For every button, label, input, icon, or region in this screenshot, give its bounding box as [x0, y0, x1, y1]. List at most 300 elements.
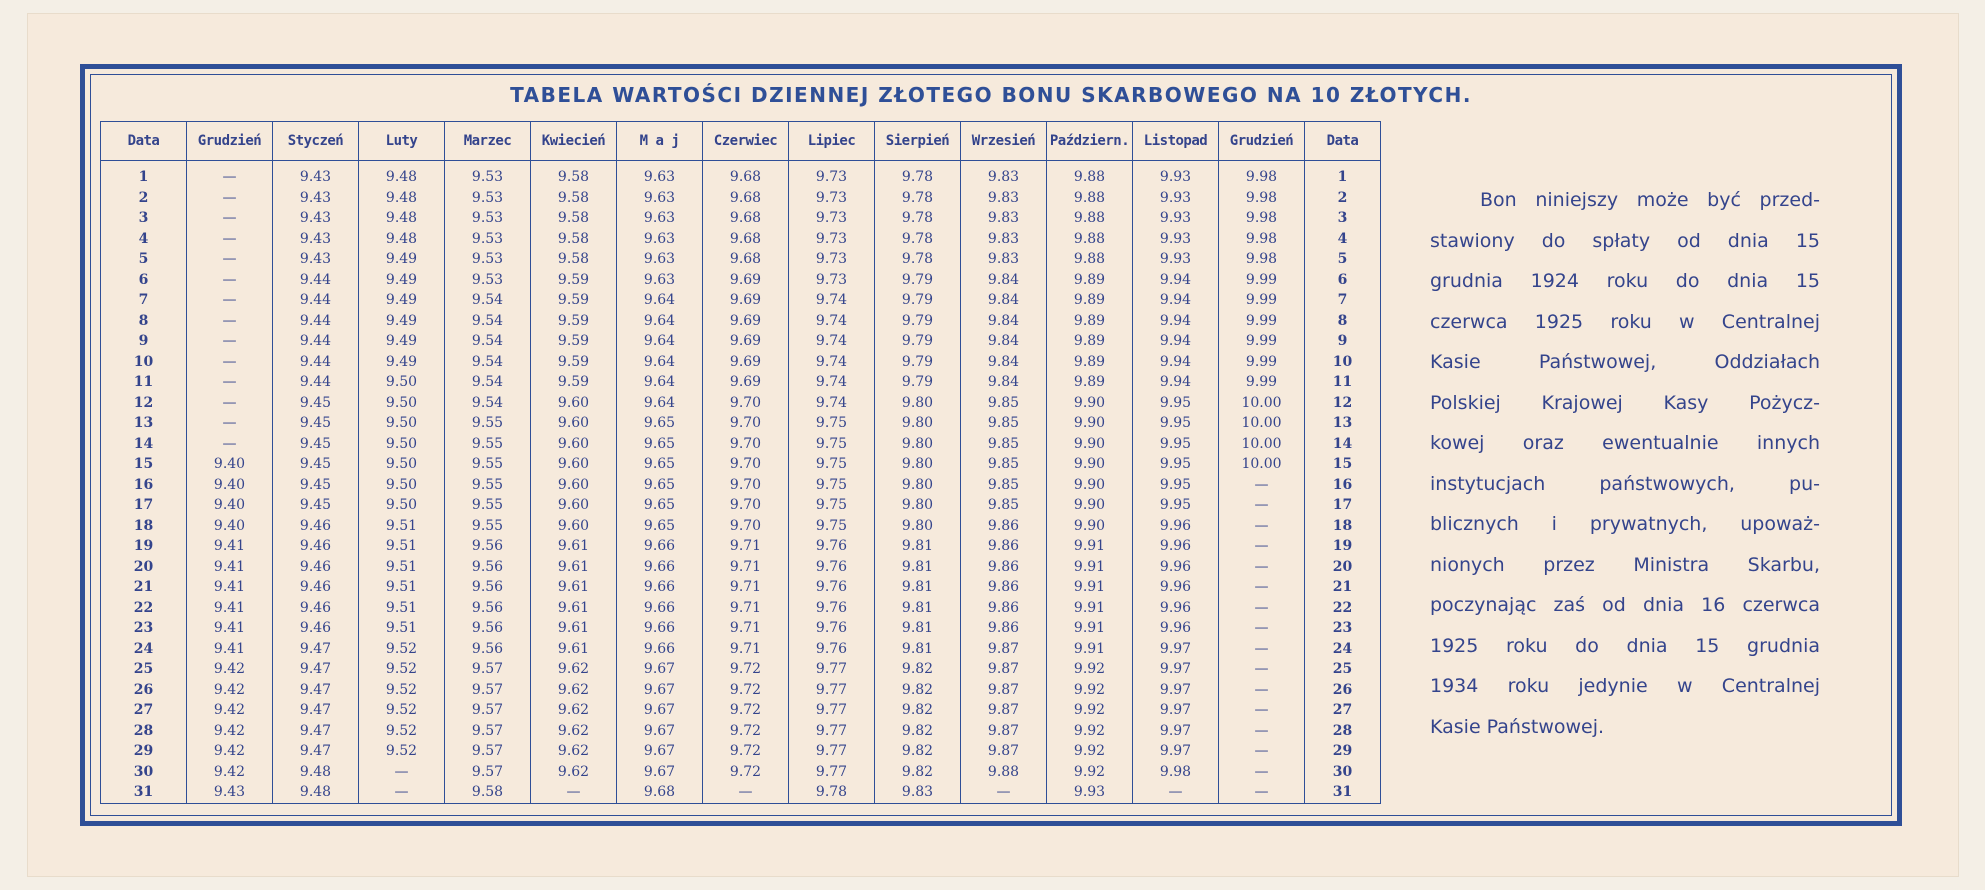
value-cell: 9.68 [617, 782, 703, 803]
day-cell: 13 [101, 413, 187, 434]
value-cell: 9.82 [875, 700, 961, 721]
value-cell: 9.50 [359, 393, 445, 414]
value-cell: 9.84 [961, 331, 1047, 352]
value-cell: 9.43 [273, 249, 359, 270]
value-cell: 9.59 [531, 270, 617, 291]
table-row [101, 270, 1381, 291]
value-cell: 9.90 [1047, 413, 1133, 434]
value-table [100, 121, 1381, 804]
day-cell: 17 [101, 495, 187, 516]
notice-line: czerwca 1925 roku w Centralnej [1430, 310, 1820, 333]
value-cell: 9.73 [789, 161, 875, 188]
value-cell: 9.54 [445, 352, 531, 373]
value-cell: 9.46 [273, 516, 359, 537]
value-cell: 9.74 [789, 393, 875, 414]
value-cell: 9.54 [445, 331, 531, 352]
value-cell: 9.45 [273, 454, 359, 475]
value-cell: 9.75 [789, 475, 875, 496]
value-cell: 9.43 [273, 161, 359, 188]
value-cell: 9.76 [789, 577, 875, 598]
value-cell: 9.73 [789, 188, 875, 209]
value-cell: 9.45 [273, 434, 359, 455]
value-cell: 9.41 [187, 598, 273, 619]
value-cell: 9.55 [445, 434, 531, 455]
value-cell: 9.89 [1047, 270, 1133, 291]
value-cell: 9.96 [1133, 618, 1219, 639]
value-cell: 9.87 [961, 639, 1047, 660]
day-cell: 25 [1305, 659, 1381, 680]
value-cell: 9.91 [1047, 536, 1133, 557]
value-cell: 9.46 [273, 536, 359, 557]
value-cell: 9.78 [789, 782, 875, 803]
day-cell: 26 [101, 680, 187, 701]
value-cell: 9.58 [531, 161, 617, 188]
value-cell: 9.87 [961, 659, 1047, 680]
column-header: Grudzień [1219, 122, 1305, 161]
value-cell: 9.89 [1047, 372, 1133, 393]
value-cell: — [187, 229, 273, 250]
notice-line: poczynając zaś od dnia 16 czerwca [1430, 594, 1820, 616]
day-cell: 21 [1305, 577, 1381, 598]
value-cell: 9.42 [187, 700, 273, 721]
value-cell: — [1219, 741, 1305, 762]
notice-line: grudnia 1924 roku do dnia 15 [1430, 270, 1820, 292]
value-cell: 9.88 [1047, 249, 1133, 270]
table-row [101, 700, 1381, 721]
value-cell: — [1219, 618, 1305, 639]
table-row [101, 161, 1381, 188]
day-cell: 29 [101, 741, 187, 762]
value-cell: 9.59 [531, 352, 617, 373]
value-cell: 9.44 [273, 372, 359, 393]
value-cell: 9.46 [273, 598, 359, 619]
value-cell: 9.98 [1219, 208, 1305, 229]
value-cell: 9.51 [359, 618, 445, 639]
value-cell: 9.72 [703, 659, 789, 680]
value-cell: 9.98 [1133, 762, 1219, 783]
column-header: Kwiecień [531, 122, 617, 161]
value-cell: 9.98 [1219, 161, 1305, 188]
value-cell: 9.46 [273, 577, 359, 598]
value-cell: 9.88 [1047, 161, 1133, 188]
notice-line: Polskiej Krajowej Kasy Pożycz- [1430, 391, 1820, 414]
day-cell: 28 [101, 721, 187, 742]
value-cell: 9.57 [445, 700, 531, 721]
value-cell: 9.61 [531, 639, 617, 660]
value-cell: 9.72 [703, 721, 789, 742]
value-cell: 9.99 [1219, 270, 1305, 291]
value-cell: 9.52 [359, 659, 445, 680]
day-cell: 19 [1305, 536, 1381, 557]
value-cell: 9.98 [1219, 229, 1305, 250]
value-cell: 9.45 [273, 393, 359, 414]
value-cell: 9.61 [531, 618, 617, 639]
value-cell: 9.91 [1047, 618, 1133, 639]
value-cell: 9.65 [617, 495, 703, 516]
value-cell: 10.00 [1219, 393, 1305, 414]
value-cell: — [359, 782, 445, 803]
value-cell: 9.90 [1047, 393, 1133, 414]
value-cell: 9.49 [359, 270, 445, 291]
day-cell: 5 [1305, 249, 1381, 270]
table-row [101, 782, 1381, 803]
value-cell: 9.51 [359, 598, 445, 619]
value-cell: 9.69 [703, 331, 789, 352]
value-cell: 9.79 [875, 352, 961, 373]
value-cell: 9.81 [875, 598, 961, 619]
table-row [101, 434, 1381, 455]
value-cell: 9.68 [703, 188, 789, 209]
value-cell: 9.41 [187, 536, 273, 557]
value-cell: 9.88 [961, 762, 1047, 783]
value-cell: 9.92 [1047, 721, 1133, 742]
value-cell: 9.91 [1047, 639, 1133, 660]
value-cell: 9.97 [1133, 680, 1219, 701]
column-header: Grudzień [187, 122, 273, 161]
value-cell: 9.82 [875, 741, 961, 762]
table-row [101, 516, 1381, 537]
notice-line: stawiony do spłaty od dnia 15 [1430, 229, 1820, 252]
value-cell: 9.87 [961, 700, 1047, 721]
value-cell: 9.73 [789, 208, 875, 229]
value-cell: 9.75 [789, 454, 875, 475]
value-cell: — [1219, 639, 1305, 660]
value-cell: 9.85 [961, 475, 1047, 496]
value-cell: 9.78 [875, 188, 961, 209]
value-cell: 9.60 [531, 434, 617, 455]
value-cell: 9.50 [359, 434, 445, 455]
value-cell: 9.56 [445, 557, 531, 578]
value-cell: 9.62 [531, 659, 617, 680]
value-cell: 9.50 [359, 495, 445, 516]
value-cell: 9.91 [1047, 557, 1133, 578]
value-cell: — [961, 782, 1047, 803]
value-cell: 9.80 [875, 454, 961, 475]
value-cell: 9.89 [1047, 331, 1133, 352]
value-cell: 9.93 [1047, 782, 1133, 803]
value-cell: 9.81 [875, 577, 961, 598]
value-cell: 9.84 [961, 372, 1047, 393]
value-cell: 9.65 [617, 434, 703, 455]
value-cell: 9.74 [789, 290, 875, 311]
value-cell: 9.57 [445, 741, 531, 762]
value-cell: 9.43 [273, 188, 359, 209]
value-cell: 9.88 [1047, 229, 1133, 250]
value-cell: — [1219, 782, 1305, 803]
day-cell: 11 [1305, 372, 1381, 393]
day-cell: 13 [1305, 413, 1381, 434]
table-row [101, 229, 1381, 250]
table-row [101, 208, 1381, 229]
value-cell: 9.74 [789, 331, 875, 352]
value-cell: 9.54 [445, 311, 531, 332]
value-cell: 9.69 [703, 270, 789, 291]
value-cell: 9.61 [531, 598, 617, 619]
value-cell: 9.93 [1133, 249, 1219, 270]
value-cell: 9.94 [1133, 352, 1219, 373]
value-cell: 9.61 [531, 557, 617, 578]
value-cell: 9.40 [187, 495, 273, 516]
value-cell: 9.95 [1133, 475, 1219, 496]
notice-line: Kasie Państwowej. [1430, 715, 1605, 738]
value-cell: 9.58 [531, 249, 617, 270]
value-cell: 9.56 [445, 618, 531, 639]
day-cell: 23 [1305, 618, 1381, 639]
value-cell: 9.89 [1047, 352, 1133, 373]
value-cell: 9.97 [1133, 721, 1219, 742]
value-cell: 9.79 [875, 311, 961, 332]
value-cell: 9.63 [617, 249, 703, 270]
value-cell: 9.94 [1133, 372, 1219, 393]
value-cell: 9.48 [273, 782, 359, 803]
value-cell: 9.64 [617, 311, 703, 332]
day-cell: 24 [1305, 639, 1381, 660]
value-cell: 9.42 [187, 721, 273, 742]
value-cell: 9.48 [359, 188, 445, 209]
table-header-row [101, 122, 1381, 161]
value-cell: 9.60 [531, 454, 617, 475]
value-cell: 9.62 [531, 741, 617, 762]
day-cell: 1 [101, 161, 187, 188]
day-cell: 8 [101, 311, 187, 332]
value-cell: — [187, 434, 273, 455]
notice-line: instytucjach państwowych, pu- [1430, 472, 1820, 495]
value-cell: 9.92 [1047, 700, 1133, 721]
table-row [101, 741, 1381, 762]
value-cell: 9.85 [961, 454, 1047, 475]
value-cell: 9.62 [531, 762, 617, 783]
value-cell: 9.90 [1047, 475, 1133, 496]
value-cell: 9.60 [531, 475, 617, 496]
day-cell: 28 [1305, 721, 1381, 742]
value-cell: 9.51 [359, 516, 445, 537]
value-cell: 9.66 [617, 577, 703, 598]
value-cell: 9.70 [703, 454, 789, 475]
value-cell: — [1219, 475, 1305, 496]
value-cell: 9.64 [617, 352, 703, 373]
day-cell: 22 [1305, 598, 1381, 619]
value-cell: — [187, 372, 273, 393]
day-cell: 29 [1305, 741, 1381, 762]
value-cell: 9.41 [187, 557, 273, 578]
value-cell: 9.96 [1133, 598, 1219, 619]
value-cell: 9.68 [703, 161, 789, 188]
day-cell: 6 [1305, 270, 1381, 291]
value-cell: — [187, 270, 273, 291]
value-cell: — [1219, 557, 1305, 578]
redemption-notice [1430, 180, 1820, 747]
value-cell: 9.72 [703, 741, 789, 762]
day-cell: 10 [101, 352, 187, 373]
value-cell: 9.71 [703, 618, 789, 639]
value-cell: 9.85 [961, 495, 1047, 516]
value-cell: 9.58 [445, 782, 531, 803]
value-cell: 9.80 [875, 393, 961, 414]
value-cell: 9.70 [703, 413, 789, 434]
value-cell: 9.92 [1047, 680, 1133, 701]
table-row [101, 639, 1381, 660]
value-cell: 9.78 [875, 249, 961, 270]
day-cell: 1 [1305, 161, 1381, 188]
value-cell: 9.64 [617, 372, 703, 393]
value-cell: 9.75 [789, 434, 875, 455]
value-cell: 9.60 [531, 393, 617, 414]
value-cell: 9.61 [531, 577, 617, 598]
value-cell: 9.92 [1047, 741, 1133, 762]
value-cell: 9.47 [273, 639, 359, 660]
value-cell: 9.66 [617, 598, 703, 619]
value-cell: 9.44 [273, 290, 359, 311]
value-cell: 9.82 [875, 762, 961, 783]
day-cell: 14 [1305, 434, 1381, 455]
value-cell: — [1133, 782, 1219, 803]
value-cell: 9.53 [445, 188, 531, 209]
day-cell: 7 [1305, 290, 1381, 311]
value-cell: 9.49 [359, 352, 445, 373]
value-cell: 9.57 [445, 659, 531, 680]
value-cell: 9.43 [273, 208, 359, 229]
value-cell: — [1219, 536, 1305, 557]
table-row [101, 352, 1381, 373]
value-cell: 9.71 [703, 639, 789, 660]
value-cell: 9.46 [273, 557, 359, 578]
value-cell: 9.95 [1133, 454, 1219, 475]
day-cell: 7 [101, 290, 187, 311]
value-cell: 9.77 [789, 700, 875, 721]
value-cell: 9.71 [703, 557, 789, 578]
value-cell: 9.81 [875, 618, 961, 639]
value-cell: 9.99 [1219, 311, 1305, 332]
value-cell: 9.57 [445, 680, 531, 701]
value-cell: 9.90 [1047, 516, 1133, 537]
value-cell: 9.59 [531, 372, 617, 393]
value-cell: 9.71 [703, 598, 789, 619]
value-cell: 9.61 [531, 536, 617, 557]
value-cell: 9.80 [875, 495, 961, 516]
day-cell: 30 [1305, 762, 1381, 783]
value-cell: 9.55 [445, 454, 531, 475]
value-cell: — [1219, 516, 1305, 537]
value-cell: 9.55 [445, 495, 531, 516]
value-cell: 9.70 [703, 475, 789, 496]
value-cell: 9.41 [187, 639, 273, 660]
value-cell: 9.76 [789, 618, 875, 639]
value-cell: 9.90 [1047, 434, 1133, 455]
value-cell: 9.80 [875, 434, 961, 455]
table-row [101, 557, 1381, 578]
value-cell: 9.62 [531, 700, 617, 721]
value-cell: 9.62 [531, 721, 617, 742]
value-cell: 9.71 [703, 577, 789, 598]
value-cell: 9.96 [1133, 536, 1219, 557]
value-cell: 9.79 [875, 331, 961, 352]
value-cell: 9.69 [703, 290, 789, 311]
value-cell: — [187, 188, 273, 209]
value-cell: 9.52 [359, 721, 445, 742]
value-cell: 9.74 [789, 311, 875, 332]
value-cell: — [1219, 598, 1305, 619]
value-cell: 9.82 [875, 659, 961, 680]
notice-line: blicznych i prywatnych, upoważ- [1430, 513, 1820, 535]
value-cell: 9.77 [789, 741, 875, 762]
value-cell: 9.66 [617, 557, 703, 578]
value-cell: 9.59 [531, 311, 617, 332]
table-row [101, 721, 1381, 742]
day-cell: 24 [101, 639, 187, 660]
value-cell: 9.76 [789, 639, 875, 660]
value-cell: 9.91 [1047, 598, 1133, 619]
day-cell: 31 [101, 782, 187, 803]
value-cell: 9.86 [961, 618, 1047, 639]
value-cell: — [187, 393, 273, 414]
day-cell: 11 [101, 372, 187, 393]
day-cell: 12 [1305, 393, 1381, 414]
value-cell: — [1219, 659, 1305, 680]
value-cell: 9.44 [273, 270, 359, 291]
notice-line: kowej oraz ewentualnie innych [1430, 432, 1820, 454]
value-cell: 9.60 [531, 495, 617, 516]
value-cell: 9.99 [1219, 352, 1305, 373]
value-cell: 9.67 [617, 659, 703, 680]
value-cell: 9.92 [1047, 659, 1133, 680]
value-cell: 9.76 [789, 557, 875, 578]
value-cell: 9.83 [961, 229, 1047, 250]
value-cell: 9.75 [789, 495, 875, 516]
value-cell: — [187, 311, 273, 332]
table-row [101, 413, 1381, 434]
value-cell: 9.79 [875, 290, 961, 311]
value-cell: 9.83 [961, 161, 1047, 188]
table-row [101, 577, 1381, 598]
value-cell: 9.90 [1047, 454, 1133, 475]
value-cell: 9.48 [359, 229, 445, 250]
value-cell: 9.86 [961, 516, 1047, 537]
value-cell: 9.40 [187, 516, 273, 537]
value-cell: 9.56 [445, 577, 531, 598]
value-cell: 9.67 [617, 680, 703, 701]
value-cell: 9.87 [961, 680, 1047, 701]
value-cell: 9.53 [445, 249, 531, 270]
value-cell: 9.77 [789, 680, 875, 701]
value-cell: 9.83 [961, 208, 1047, 229]
value-cell: 9.78 [875, 229, 961, 250]
value-cell: 9.50 [359, 413, 445, 434]
value-cell: 9.70 [703, 495, 789, 516]
value-cell: 9.43 [273, 229, 359, 250]
value-cell: 9.67 [617, 721, 703, 742]
column-header: Styczeń [273, 122, 359, 161]
value-cell: 9.84 [961, 270, 1047, 291]
value-cell: 9.95 [1133, 434, 1219, 455]
value-cell: 9.56 [445, 639, 531, 660]
value-cell: 9.80 [875, 475, 961, 496]
table-body [101, 161, 1381, 804]
column-header: Data [1305, 122, 1381, 161]
value-cell: 9.70 [703, 516, 789, 537]
table-row [101, 290, 1381, 311]
value-cell: — [187, 413, 273, 434]
value-cell: 9.98 [1219, 188, 1305, 209]
day-cell: 3 [1305, 208, 1381, 229]
value-cell: 9.63 [617, 208, 703, 229]
value-cell: 9.56 [445, 598, 531, 619]
value-cell: 9.94 [1133, 270, 1219, 291]
value-cell: 9.59 [531, 331, 617, 352]
value-cell: 9.47 [273, 680, 359, 701]
value-cell: 9.65 [617, 454, 703, 475]
value-cell: 9.93 [1133, 229, 1219, 250]
value-cell: — [1219, 762, 1305, 783]
